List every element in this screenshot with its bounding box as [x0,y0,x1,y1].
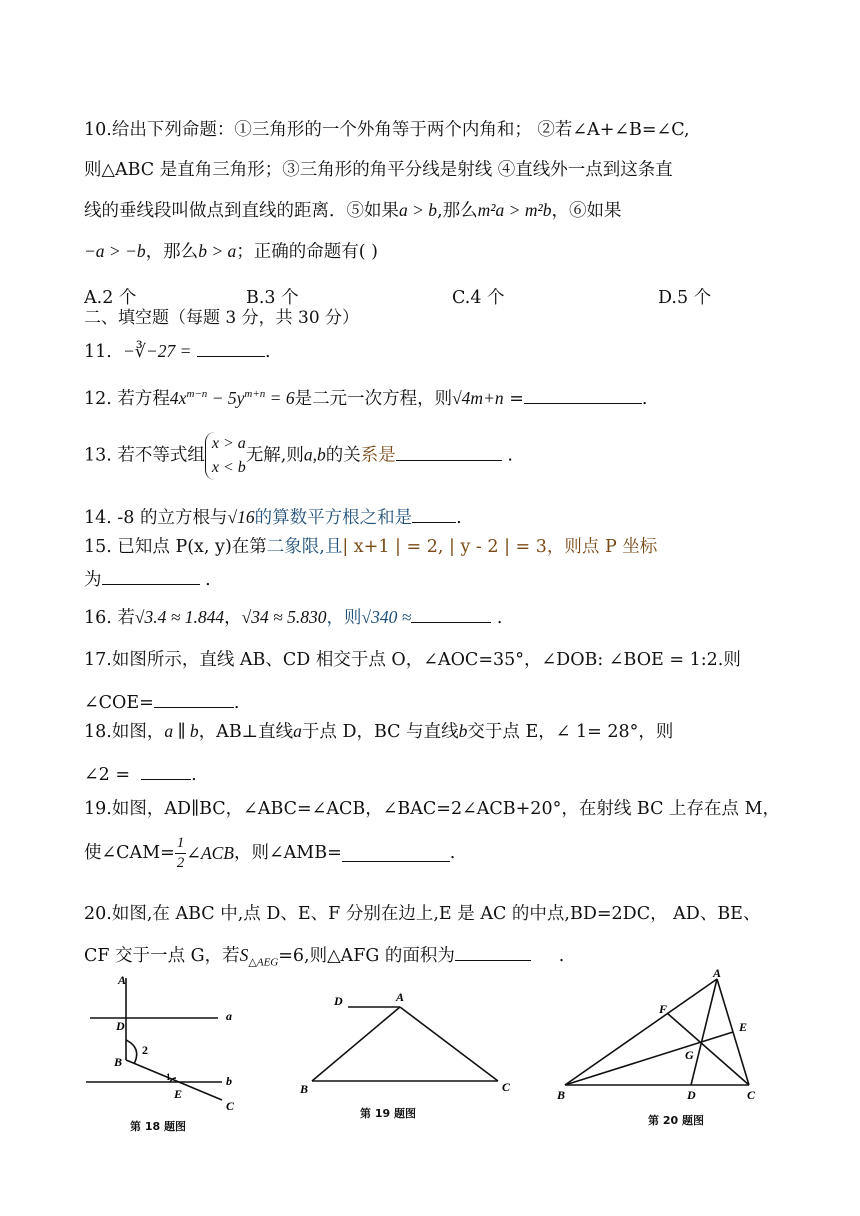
q14-answer-blank[interactable] [412,506,456,523]
q12 [84,387,647,409]
fig18-label-1: 1 [166,1072,171,1082]
q15-line1 [84,539,657,557]
q10-math: a > b [399,200,438,220]
q13-row1: x > a [211,435,246,452]
q10-option-c[interactable]: C.4 个 [452,288,505,308]
fig18-label-b: b [226,1074,232,1088]
q15-period: . [205,570,211,590]
fig18-label-2: 2 [142,1043,148,1057]
q12-answer-blank[interactable] [524,387,642,404]
q17-line2 [84,691,239,713]
q11-period: . [265,342,271,362]
q20-text: CF 交于一点 G，若 [84,946,240,966]
fig20-label-g: G [685,1048,694,1062]
q18-line1 [84,723,673,742]
fig19-label-c: C [502,1080,511,1094]
q18-text: ，AB⊥直线 [198,722,294,742]
q14 [84,506,462,528]
q18-line2 [84,763,197,785]
q14-text: 14. -8 的立方根与 [84,508,228,528]
q13-text: 系是 [360,445,396,466]
q18-text: 于点 D，BC 与直线 [301,722,459,742]
q14-text: 的算数平方根之和是 [254,508,413,528]
q16-answer-blank[interactable] [411,606,491,623]
q13-inequality-system [205,432,246,480]
q16-text: ， [224,608,242,628]
fig18-label-d: D [116,1019,125,1033]
figure-20 [555,965,770,1105]
q15-text: | x+1 | = 2, [342,537,444,557]
q13-text: 的关 [325,445,361,466]
q15-text: 15. 已知点 P(x, y)在第 [84,537,267,557]
q13 [84,432,513,480]
q19-denominator: 2 [176,855,185,871]
q10-line1: 10.给出下列命题：①三角形的一个外角等于两个内角和； ②若∠A+∠B=∠C, [84,120,690,140]
q10-text: ；正确的命题有( ) [236,242,378,262]
q10-line4 [84,243,378,262]
q15-line2 [84,568,211,590]
q17-text: ∠COE= [84,693,154,713]
q10-line3 [84,202,621,221]
fig18-label-b-upper: B [114,1055,123,1069]
q18-text: 交于点 E，∠ 1= 28°，则 [467,722,674,742]
line-ab [312,1007,400,1081]
fig18-label-c: C [226,1099,235,1113]
q13-period: . [507,445,513,466]
q18-math: a ∥ b [164,721,199,741]
fig18-label-e: E [174,1087,183,1101]
q20-line1: 20.如图,在 ABC 中,点 D、E、F 分别在边上,E 是 AC 的中点,BD=2DC， AD、BE、 [84,904,761,924]
q11 [84,340,271,362]
q20-answer-blank[interactable] [455,944,531,961]
q12-exponent: m+n [244,388,266,401]
q19-line1: 19.如图，AD∥BC，∠ABC=∠ACB，∠BAC=2∠ACB+20°，在射线 BC 上存在点 M， [84,799,781,819]
figure-19 [290,985,520,1100]
q19-numerator: 1 [175,836,187,854]
q10-text: ，那么 [145,242,199,262]
q19-math: ∠ACB [186,842,234,863]
q10-math: m²a > m²b [477,200,552,220]
q20-line2 [84,944,564,969]
q12-math: − 5y [207,388,245,408]
fig20-label-e: E [739,1020,748,1034]
q10-text: ,那么 [437,201,478,221]
section-heading: 二、填空题（每题 3 分，共 30 分） [84,308,360,328]
q19-text: ，则∠AMB= [234,842,342,863]
q19-line2 [84,836,455,871]
q10-text: 线的垂线段叫做点到直线的距离．⑤如果 [84,201,399,221]
figure-18 [80,968,250,1118]
q17-period: . [233,693,240,713]
q16-math: √34 ≈ 5.830 [241,607,327,627]
q10-option-b[interactable]: B.3 个 [246,288,299,308]
q20-math: S [239,945,249,965]
q13-math: a,b [303,444,326,465]
q17-line1: 17.如图所示，直线 AB、CD 相交于点 O，∠AOC=35°，∠DOB: ∠BOE = 1:2.则 [84,650,741,670]
q12-text: 是二元一次方程，则 [294,389,453,409]
q19-answer-blank[interactable] [342,845,450,862]
q19-period: . [449,842,456,863]
q13-row2: x < b [211,459,246,476]
q11-expression: −∛−27 = [122,341,192,361]
q12-exponent: m−n [186,388,208,401]
q15-answer-blank[interactable] [102,568,200,585]
q12-period: . [641,389,648,409]
fig20-label-f: F [659,1002,668,1016]
q10-text: ，⑥如果 [551,201,622,221]
q11-number: 11. [84,342,112,362]
q19-text: 使∠CAM= [84,842,175,863]
q11-answer-blank[interactable] [197,340,265,357]
q18-text: 18.如图， [84,722,165,742]
q10-option-a[interactable]: A.2 个 [84,288,137,308]
q18-math: a [293,721,302,741]
q16-text: ，则 [326,608,362,628]
q17-answer-blank[interactable] [154,691,234,708]
q13-text: 无解,则 [245,445,304,466]
q16-text: 16. 若 [84,608,135,628]
q14-period: . [456,508,462,528]
q13-answer-blank[interactable] [396,444,502,461]
q16-math: √340 ≈ [361,607,412,627]
q16 [84,606,502,628]
q20-period: . [558,946,565,966]
fig19-label-b: B [300,1082,309,1096]
line-ac [400,1007,498,1081]
fig20-label-d: D [687,1088,696,1102]
q12-math: 4x [169,388,187,408]
q12-math: = 6 [265,388,295,408]
q15-text: 为 [84,570,102,590]
q10-math: −a > −b [84,241,146,261]
q18-math: b [458,721,468,741]
fig20-label-a: A [713,966,722,980]
q12-radical: √4m+n [452,388,504,408]
q13-text: 13. 若不等式组 [84,445,205,466]
q19-fraction [175,836,187,871]
q10-option-d[interactable]: D.5 个 [658,288,712,308]
fig19-caption: 第 19 题图 [360,1107,416,1120]
fig20-label-b: B [557,1088,566,1102]
fig20-label-c: C [747,1088,756,1102]
fig18-label-a-upper: A [118,973,127,987]
fig18-label-a: a [226,1009,232,1023]
q16-math: √3.4 ≈ 1.844 [134,607,225,627]
q10-math: b > a [198,241,237,261]
q16-period: . [496,608,503,628]
fig18-caption: 第 18 题图 [130,1120,186,1133]
q15-text: 二象限,且 [266,537,343,557]
q20-subscript: △AEG [248,956,279,969]
q18-period: . [191,765,197,785]
line-be [565,1032,733,1085]
q12-equals: = [503,389,524,409]
q14-radical: √16 [227,507,255,527]
q18-answer-blank[interactable] [141,763,191,780]
q12-text: 12. 若方程 [84,389,170,409]
fig19-label-a: A [396,990,405,1004]
q15-text: | y - 2 | = 3，则点 P 坐标 [443,537,658,557]
fig20-caption: 第 20 题图 [648,1114,704,1127]
q20-text: =6,则△AFG 的面积为 [278,946,455,966]
q18-text: ∠2 = [84,765,131,785]
fig19-label-d: D [334,994,343,1008]
q10-line2: 则△ABC 是直角三角形；③三角形的角平分线是射线 ④直线外一点到这条直 [84,160,673,180]
